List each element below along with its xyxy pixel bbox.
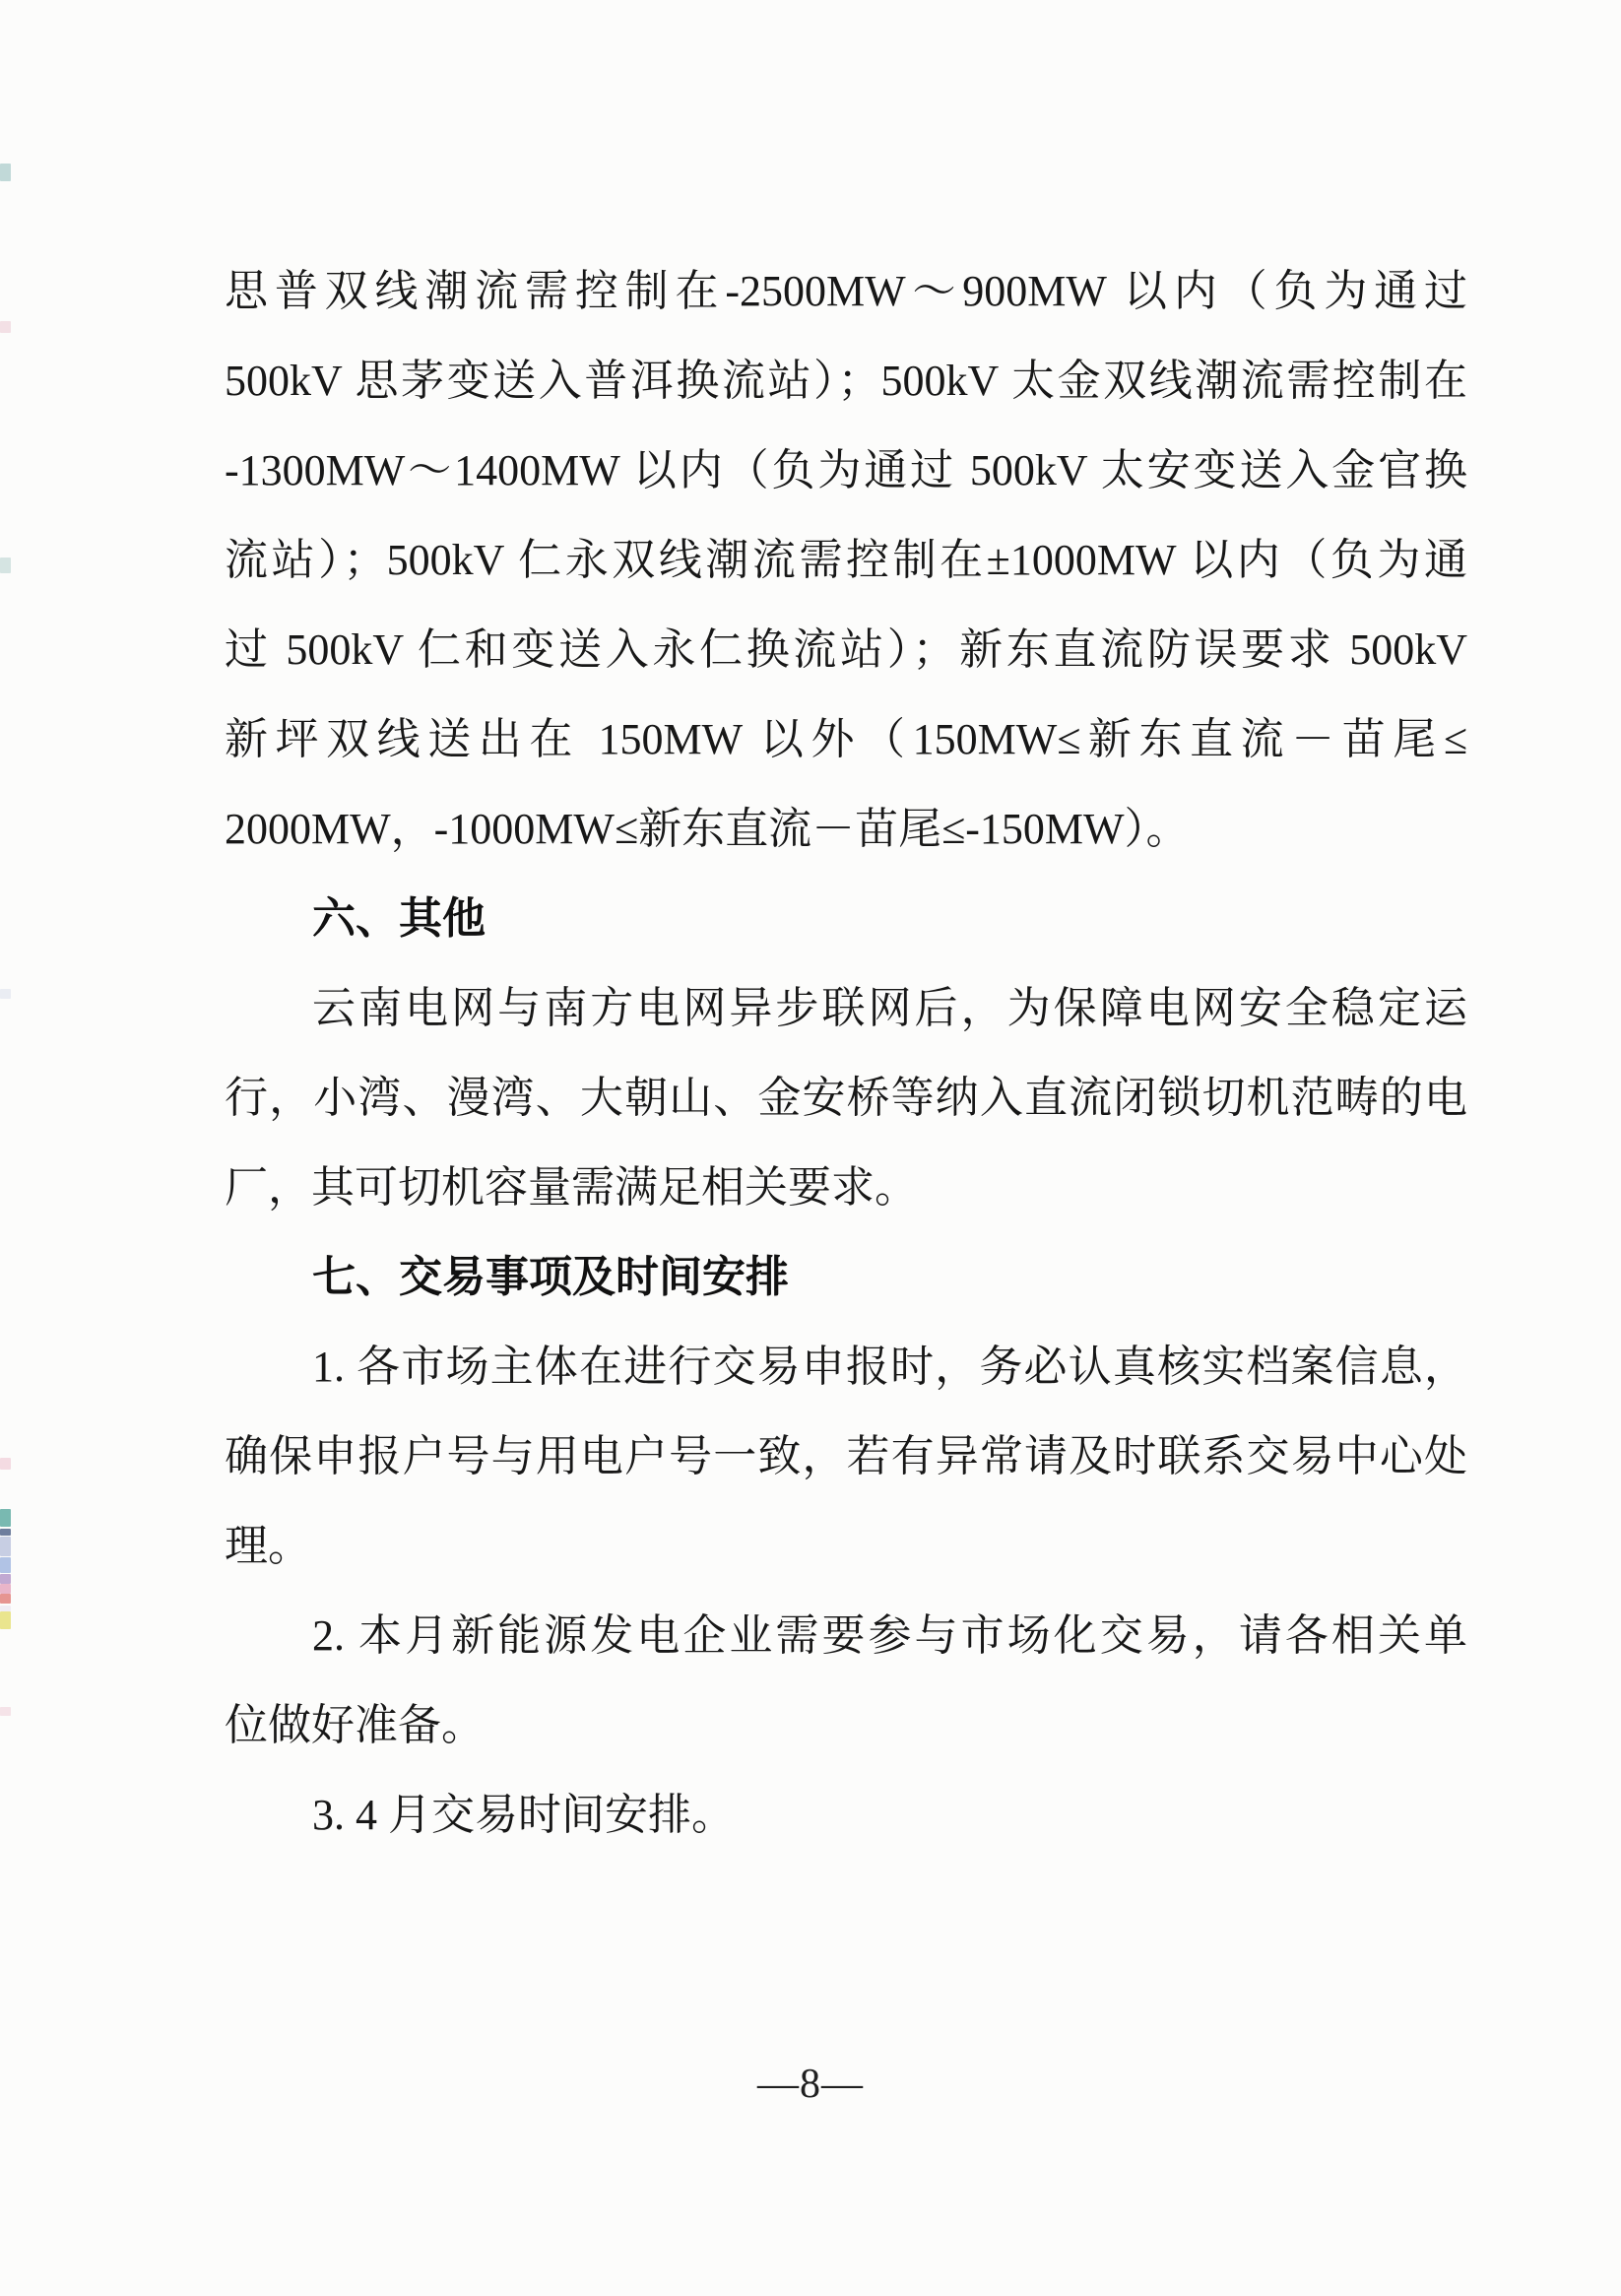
text-line: 1. 各市场主体在进行交易申报时，务必认真核实档案信息， (312, 1343, 1467, 1391)
text-line: 厂，其可切机容量需满足相关要求。 (225, 1163, 918, 1212)
scan-color-artifact (0, 989, 11, 999)
text-line: 新坪双线送出在 150MW 以外（150MW≤新东直流－苗尾≤ (225, 715, 1467, 763)
text-line: 理。 (225, 1522, 311, 1570)
section-heading: 六、其他 (312, 894, 486, 943)
scan-color-artifact (0, 1707, 11, 1716)
text-line: 2000MW，-1000MW≤新东直流－苗尾≤-150MW）。 (225, 805, 1190, 853)
scan-color-artifact (0, 164, 11, 181)
scan-color-artifact (0, 1557, 11, 1573)
text-line: 2. 本月新能源发电企业需要参与市场化交易，请各相关单 (312, 1611, 1467, 1660)
text-line: 过 500kV 仁和变送入永仁换流站）；新东直流防误要求 500kV (225, 625, 1467, 674)
document-text (225, 246, 1467, 1860)
page-number: —8— (757, 2062, 864, 2107)
scan-color-artifact (0, 1611, 11, 1629)
text-line: 3. 4 月交易时间安排。 (312, 1791, 735, 1839)
scan-color-artifact (0, 1529, 11, 1536)
text-line: 位做好准备。 (225, 1701, 485, 1749)
section-heading: 七、交易事项及时间安排 (312, 1253, 789, 1301)
scan-color-artifact (0, 321, 11, 333)
text-line: -1300MW～1400MW 以内（负为通过 500kV 太安变送入金官换 (225, 446, 1467, 494)
text-line: 流站）；500kV 仁永双线潮流需控制在±1000MW 以内（负为通 (225, 536, 1467, 584)
scan-color-artifact (0, 1458, 11, 1470)
scan-color-artifact (0, 1594, 11, 1604)
scan-color-artifact (0, 1574, 11, 1584)
text-line: 思普双线潮流需控制在-2500MW～900MW 以内（负为通过 (225, 267, 1467, 315)
text-line: 500kV 思茅变送入普洱换流站）；500kV 太金双线潮流需控制在 (225, 357, 1467, 405)
scan-color-artifact (0, 1584, 11, 1594)
text-line: 确保申报户号与用电户号一致，若有异常请及时联系交易中心处 (225, 1432, 1467, 1480)
scan-color-artifact (0, 1509, 11, 1527)
text-line: 行，小湾、漫湾、大朝山、金安桥等纳入直流闭锁切机范畴的电 (225, 1074, 1467, 1122)
scan-color-artifact (0, 558, 11, 573)
scan-color-artifact (0, 1537, 11, 1556)
text-line: 云南电网与南方电网异步联网后，为保障电网安全稳定运 (312, 984, 1467, 1032)
